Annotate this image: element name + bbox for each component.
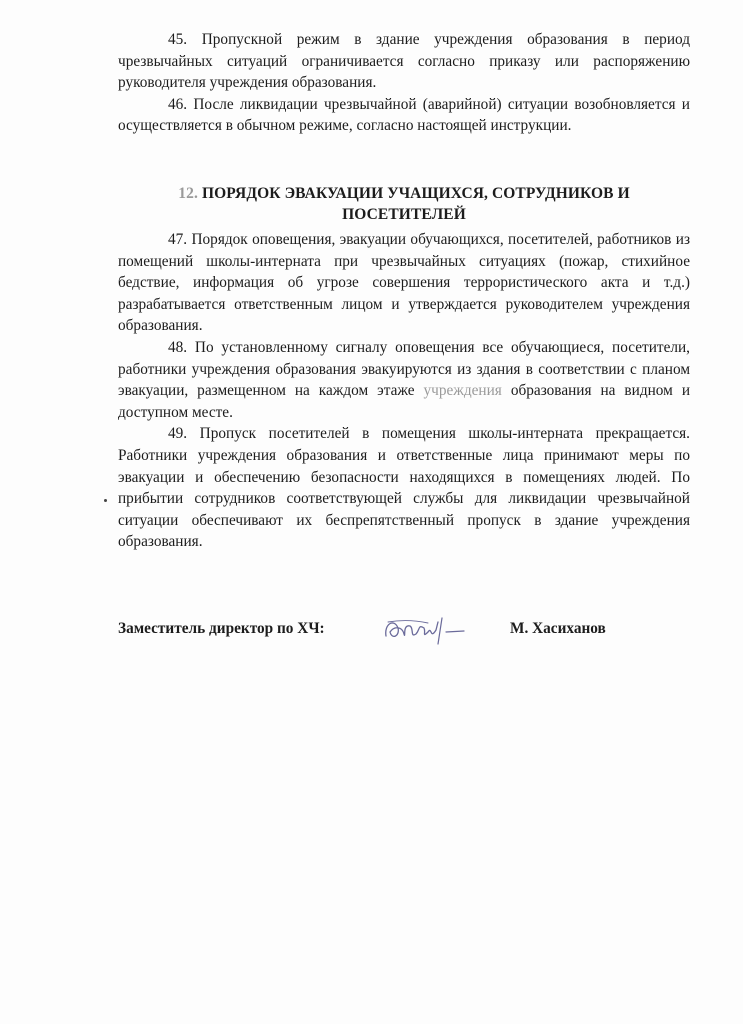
paragraphs-main <box>118 229 690 553</box>
faded-word: учреждения <box>423 382 502 400</box>
section-number: 12. <box>178 185 198 202</box>
paragraphs-top <box>118 29 690 137</box>
paragraph-47: 47. Порядок оповещения, эвакуации обучающихся, посетителей, работников из помещений школы-интерната при чрезвычайных ситуациях (пожар, стихийное бедствие, информация об угрозе совершения террористического акта и т.д.) разрабатывается ответственным лицом и утверждается руководителем учреждения образования. <box>118 231 690 335</box>
paragraph-49: 49. Пропуск посетителей в помещения школы-интерната прекращается. Работники учреждения образования и ответственные лица принимают меры по эвакуации и обеспечению безопасности находящихся в помещениях людей. По прибытии сотрудников соответствующей службы для ликвидации чрезвычайной ситуации обеспечивают их беспрепятственный пропуск в здание учреждения образования. <box>118 425 690 551</box>
signatory-name: М. Хасиханов <box>510 620 606 637</box>
paragraph-48-end: образования на видном и доступном месте. <box>118 382 690 421</box>
scan-speck <box>104 499 107 502</box>
signature-row <box>118 614 690 654</box>
paragraph-46: 46. После ликвидации чрезвычайной (аварийной) ситуации возобновляется и осуществляется в обычном режиме, согласно настоящей инструкции. <box>118 95 690 135</box>
section-heading <box>118 183 690 225</box>
paragraph-45: 45. Пропускной режим в здание учреждения образования в период чрезвычайных ситуаций ограничивается согласно приказу или распоряжению руководителя учреждения образования. <box>118 31 690 92</box>
paragraph-48-start: 48. По установленному сигналу оповещения все обучающиеся, посетители, работники учреждения образования эвакуируются из здания в соответствии с планом эвакуации, размещенном на каждом этаже <box>118 338 690 400</box>
paragraph-48 <box>118 337 690 423</box>
handwritten-signature <box>380 614 470 650</box>
signature-title: Заместитель директор по ХЧ: <box>118 620 325 637</box>
section-title: ПОРЯДОК ЭВАКУАЦИИ УЧАЩИХСЯ, СОТРУДНИКОВ И ПОСЕТИТЕЛЕЙ <box>201 185 630 223</box>
